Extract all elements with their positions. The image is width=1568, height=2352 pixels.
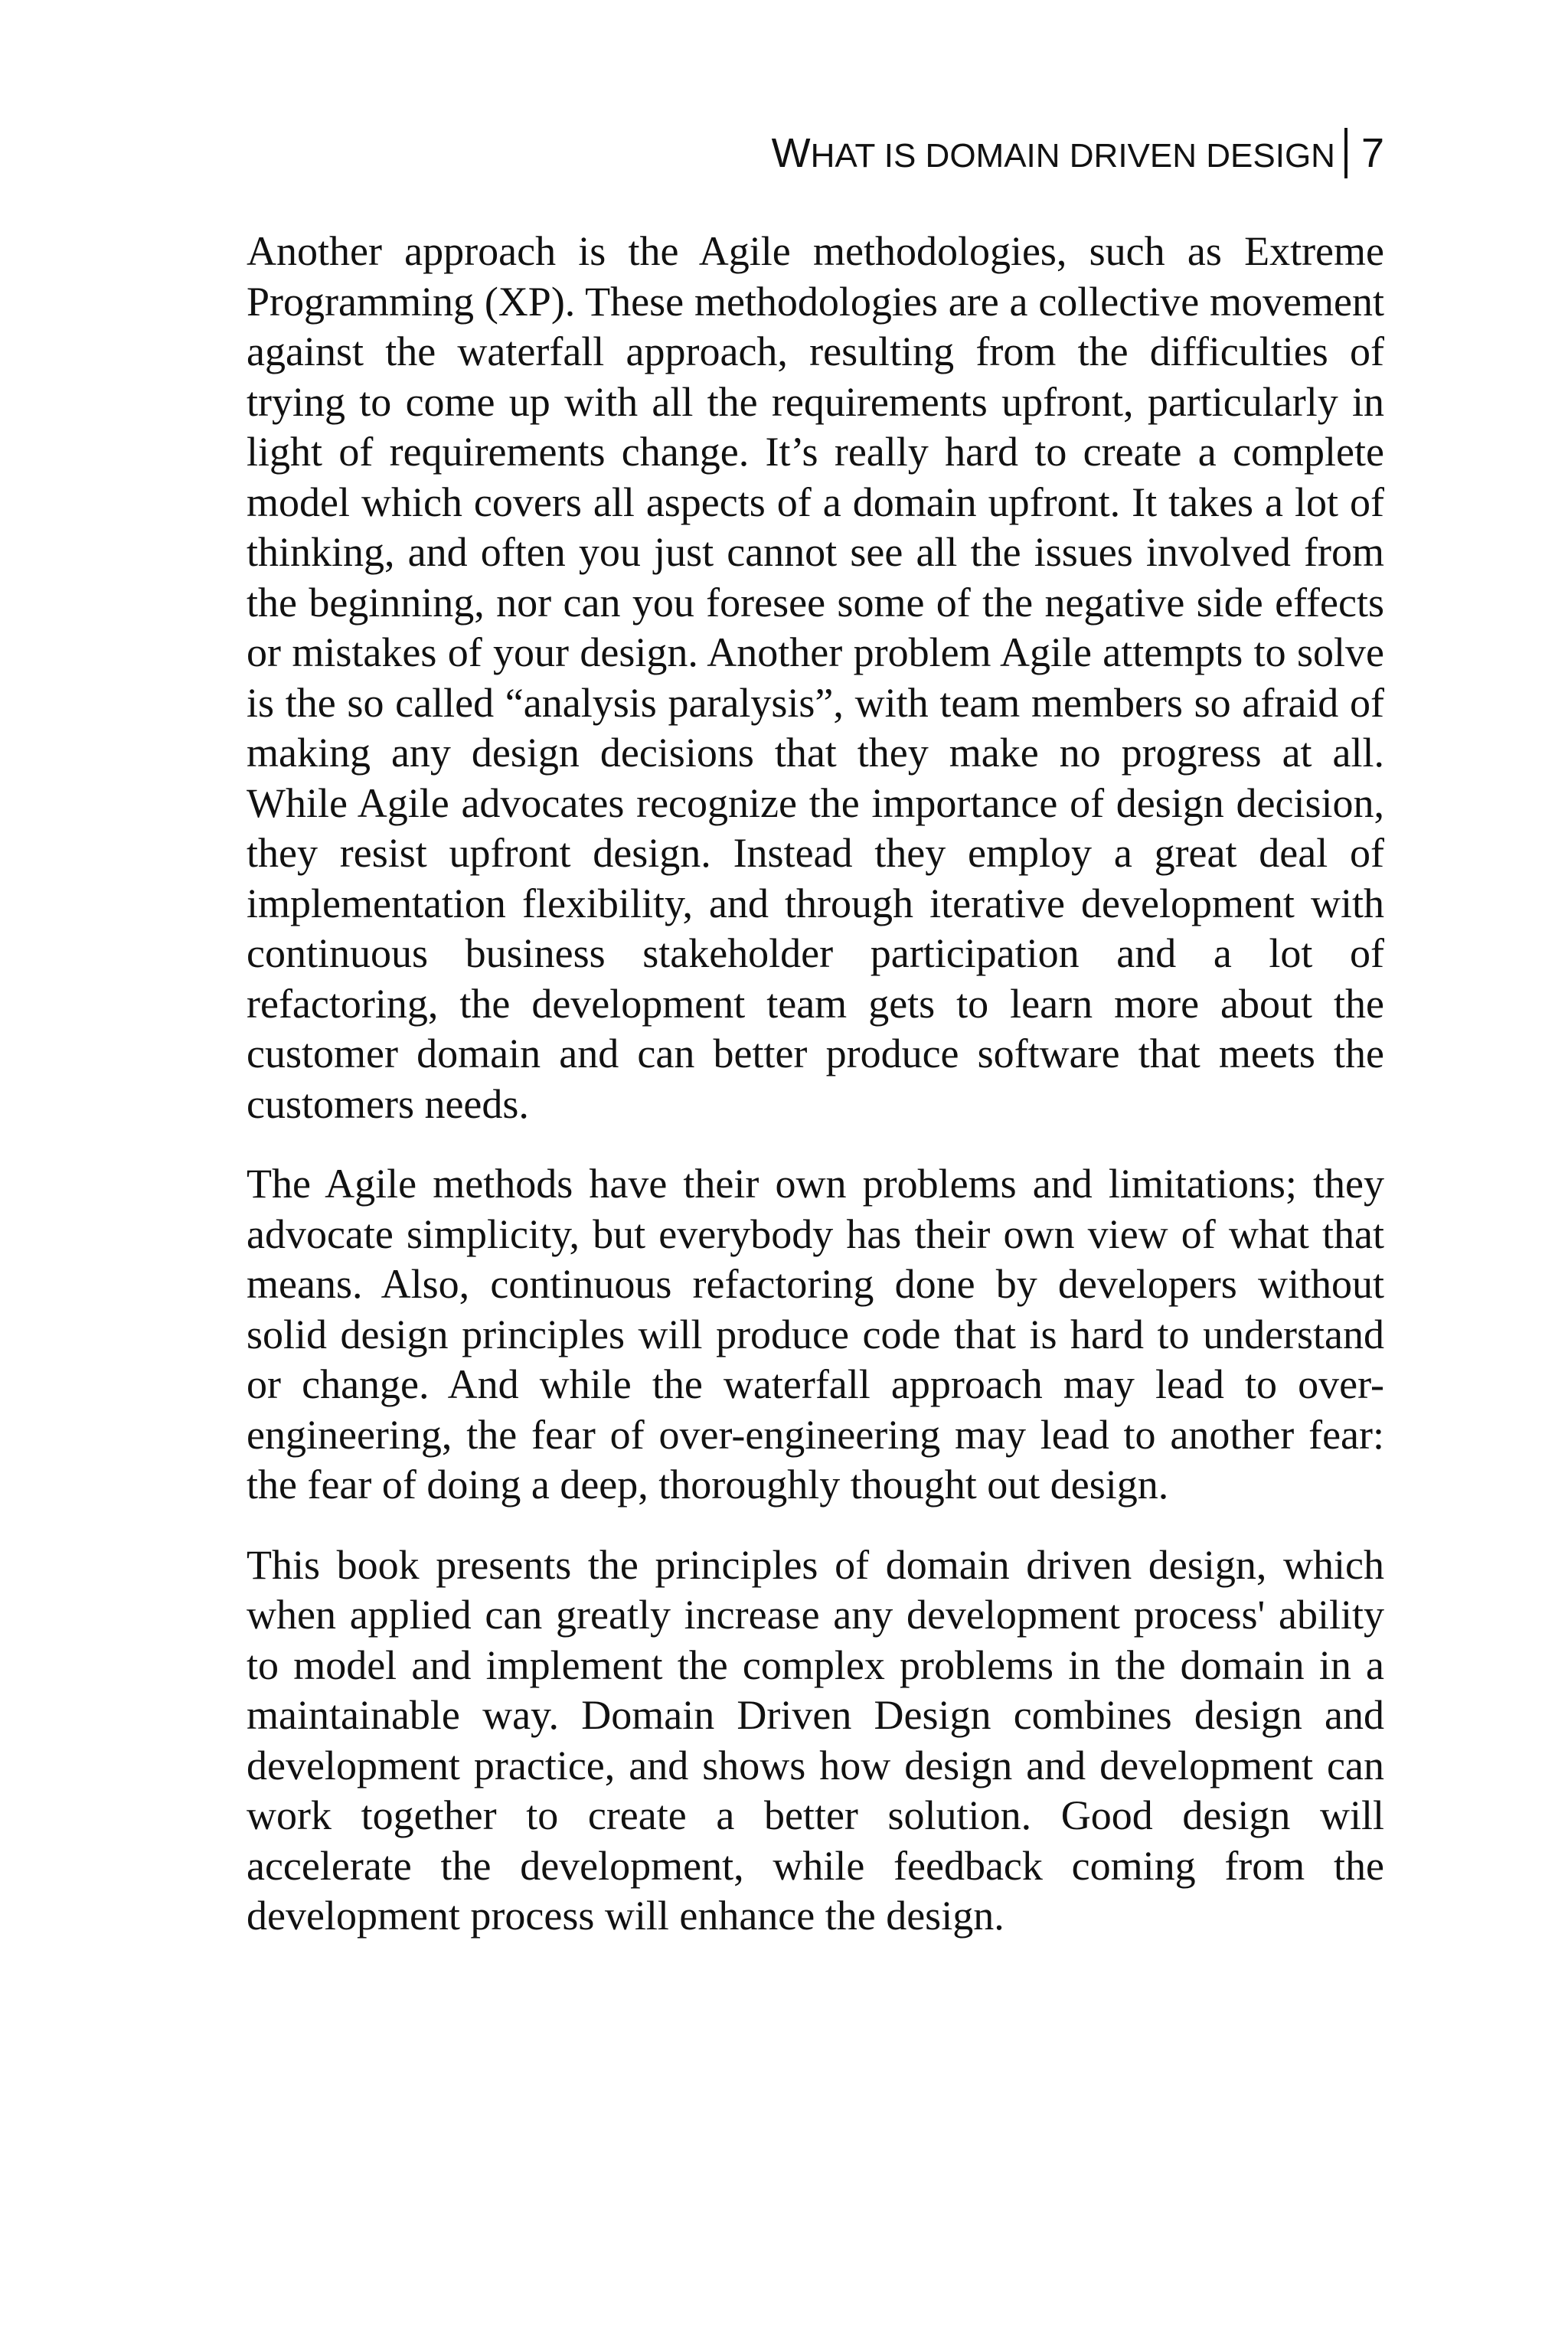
running-header: [772, 129, 1384, 178]
paragraph-agile-limitations: The Agile methods have their own problems and limitations; they advocate simplicity, but everybody has their own view of what that means. Also, continuous refactoring done by developers without solid design principles will produce code that is hard to understand or change. And while the waterfall approach may lead to over-engineering, the fear of over-engineering may lead to another fear: the fear of doing a deep, thoroughly thought out design.: [247, 1161, 1384, 1508]
chapter-title-rest: HAT IS DOMAIN DRIVEN DESIGN: [810, 137, 1335, 175]
chapter-title: [772, 129, 1335, 177]
body-text: [247, 227, 1384, 1971]
chapter-title-initial: W: [771, 130, 811, 176]
page-number: 7: [1361, 130, 1384, 176]
paragraph-book-principles: This book presents the principles of domain driven design, which when applied can greatly increase any development process' ability to model and implement the complex problems in the domain in a maintainable way. Domain Driven Design combines design and development practice, and shows how design and development can work together to create a better solution. Good design will accelerate the development, while feedback coming from the development process will enhance the design.: [247, 1541, 1384, 1939]
paragraph-agile-methodologies: Another approach is the Agile methodologies, such as Extreme Programming (XP). These methodologies are a collective movement against the waterfall approach, resulting from the difficulties of trying to come up with all the requirements upfront, particularly in light of requirements change. It’s really hard to create a complete model which covers all aspects of a domain upfront. It takes a lot of thinking, and often you just cannot see all the issues involved from the beginning, nor can you foresee some of the negative side effects or mistakes of your design. Another problem Agile attempts to solve is the so called “analysis paralysis”, with team members so afraid of making any design decisions that they make no progress at all. While Agile advocates recognize the importance of design decision, they resist upfront design. Instead they employ a great deal of implementation flexibility, and through iterative development with continuous business stakeholder participation and a lot of refactoring, the development team gets to learn more about the customer domain and can better produce software that meets the customers needs.: [247, 228, 1384, 1127]
header-divider: [1344, 128, 1348, 178]
